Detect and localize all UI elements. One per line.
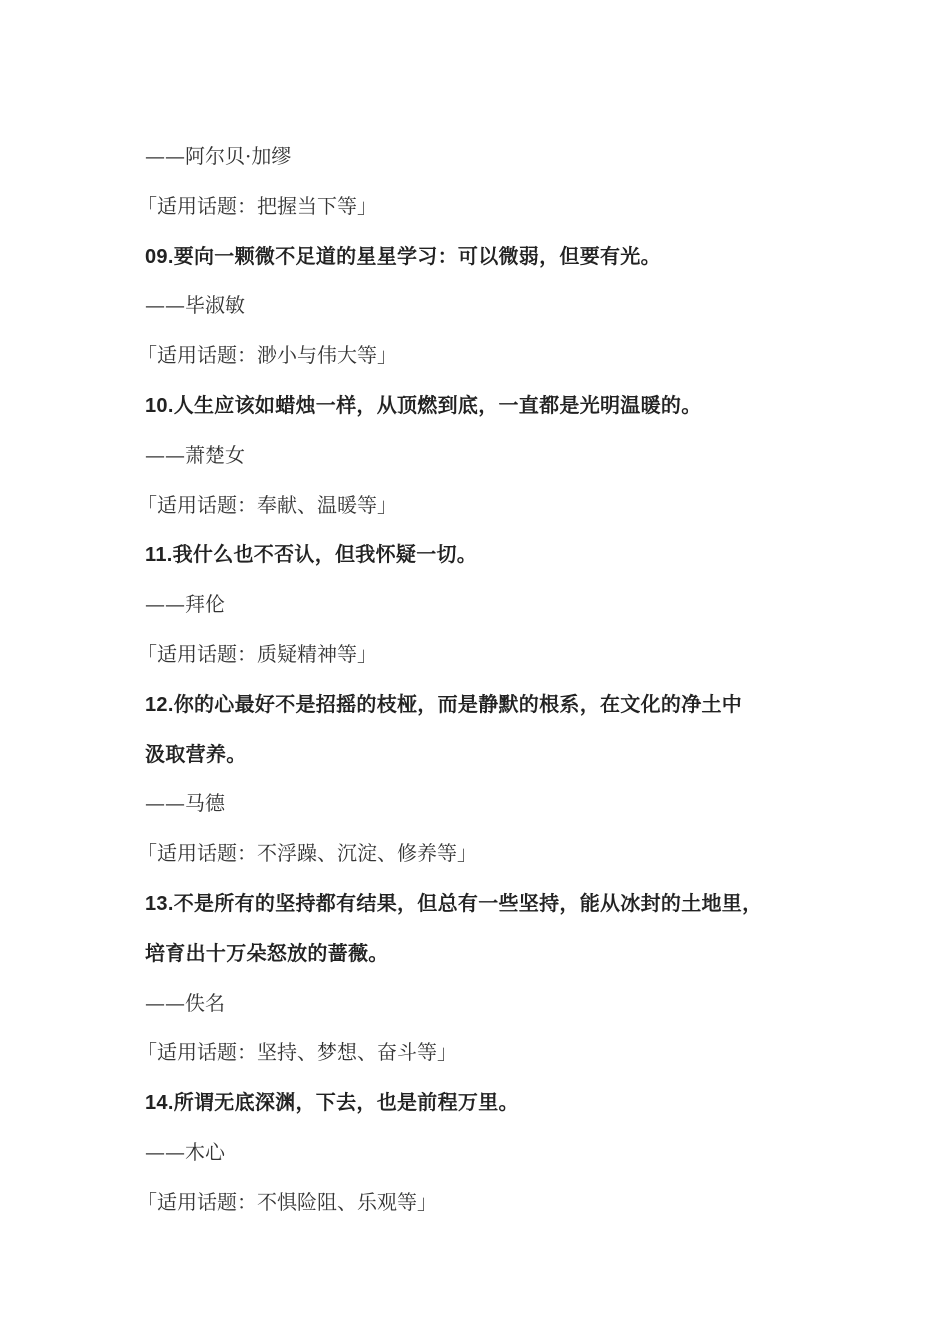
quote-author: ——佚名 (145, 990, 225, 1015)
document-page (137, 132, 835, 1228)
quote-text: 人生应该如蜡烛一样，从顶燃到底，一直都是光明温暖的。 (173, 392, 702, 417)
quote-14 (145, 1078, 835, 1128)
quote-text: 要向一颗微不足道的星星学习：可以微弱，但要有光。 (173, 243, 661, 268)
quote-text: 你的心最好不是招摇的枝桠，而是静默的根系，在文化的净土中 (173, 691, 743, 716)
topic-tag: 「适用话题：奉献、温暖等」 (137, 492, 397, 517)
quote-number: 09. (145, 245, 174, 268)
quote-text: 我什么也不否认，但我怀疑一切。 (172, 542, 478, 567)
quote-number: 10. (145, 394, 174, 417)
quote-09 (145, 232, 835, 282)
quote-author: ——毕淑敏 (145, 293, 245, 318)
quote-author: ——拜伦 (145, 592, 225, 617)
quote-13 (145, 879, 835, 929)
topic-tag: 「适用话题：不惧险阻、乐观等」 (137, 1189, 437, 1214)
topic-tag: 「适用话题：渺小与伟大等」 (137, 343, 397, 368)
quote-text: 培育出十万朵怒放的蔷薇。 (145, 940, 389, 965)
quote-text: 汲取营养。 (145, 741, 247, 766)
quote-author: ——阿尔贝·加缪 (145, 144, 292, 168)
quote-11 (145, 530, 835, 580)
quote-13-continued (145, 929, 835, 979)
quote-number: 14. (145, 1092, 174, 1115)
quote-number: 13. (145, 892, 174, 915)
quote-12 (145, 680, 835, 730)
topic-tag: 「适用话题：不浮躁、沉淀、修养等」 (137, 841, 477, 866)
quote-author: ——木心 (145, 1139, 225, 1164)
topic-tag: 「适用话题：质疑精神等」 (137, 641, 377, 666)
quote-number: 12. (145, 693, 174, 716)
quote-text: 不是所有的坚持都有结果，但总有一些坚持，能从冰封的土地里， (173, 890, 763, 915)
quote-10 (145, 381, 835, 431)
quote-number: 11. (145, 544, 173, 567)
quote-text: 所谓无底深渊，下去，也是前程万里。 (173, 1090, 519, 1115)
quote-author: ——马德 (145, 791, 225, 816)
quote-12-continued (145, 730, 835, 780)
topic-tag: 「适用话题：把握当下等」 (137, 193, 377, 218)
quote-author: ——萧楚女 (145, 442, 245, 467)
topic-tag: 「适用话题：坚持、梦想、奋斗等」 (137, 1040, 457, 1065)
